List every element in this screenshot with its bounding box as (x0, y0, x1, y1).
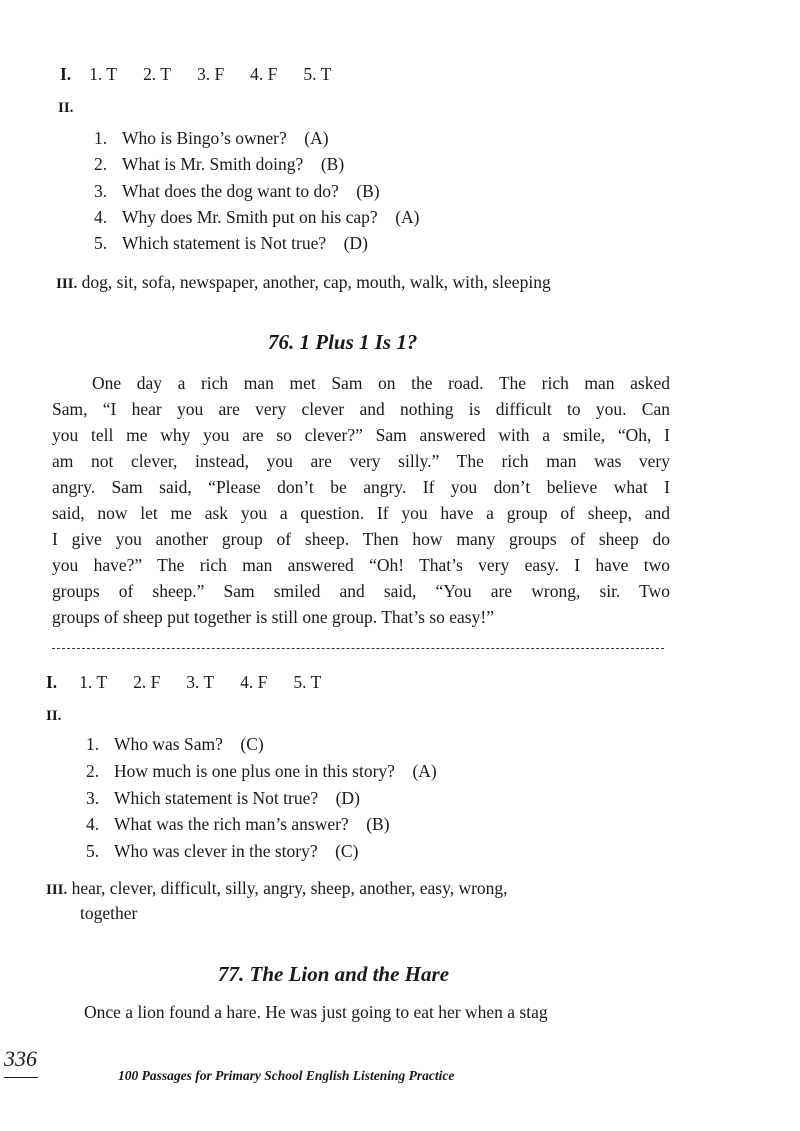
s76-p1-answer: 1. T (79, 672, 108, 692)
s75-question: 3. What does the dog want to do? (B) (94, 181, 380, 201)
s76-question: 3. Which statement is Not true? (D) (86, 788, 360, 808)
s77-first-line: Once a lion found a hare. He was just going to eat her when a stag (84, 1002, 548, 1022)
s76-part1-label: I. (46, 672, 58, 692)
s76-p1-answer: 3. T (186, 672, 215, 692)
s76-part3-cont: together (80, 903, 138, 923)
book-title: 100 Passages for Primary School English Listening Practice (118, 1068, 455, 1083)
paragraph-line: am not clever, instead, you are very silly.” The rich man was very (52, 451, 670, 471)
s76-question: 1. Who was Sam? (C) (86, 734, 264, 754)
dashed-divider (52, 648, 664, 649)
s75-p1-answer: 4. F (250, 64, 278, 84)
s75-question: 2. What is Mr. Smith doing? (B) (94, 154, 345, 174)
paragraph-line: groups of sheep put together is still one group. That’s so easy!” (52, 607, 494, 627)
s75-question: 4. Why does Mr. Smith put on his cap? (A) (94, 207, 420, 227)
s75-p1-answer: 2. T (143, 64, 171, 84)
paragraph-line: I give you another group of sheep. Then how many groups of sheep do (52, 529, 670, 549)
s76-question: 4. What was the rich man’s answer? (B) (86, 814, 390, 834)
s76-part2-label: II. (46, 708, 62, 724)
s76-part3: III. hear, clever, difficult, silly, angry, sheep, another, easy, wrong, (46, 878, 508, 898)
paragraph-line: groups of sheep.” Sam smiled and said, “You are wrong, sir. Two (52, 581, 670, 601)
paragraph-line: you have?” The rich man answered “Oh! That’s very easy. I have two (52, 555, 670, 575)
paragraph-line: One day a rich man met Sam on the road. The rich man asked (92, 373, 670, 393)
s76-p1-answer: 5. T (293, 672, 322, 692)
s75-part3: III. dog, sit, sofa, newspaper, another, cap, mouth, walk, with, sleeping (56, 272, 551, 292)
s76-paragraph (52, 370, 670, 630)
s75-question: 1. Who is Bingo’s owner? (A) (94, 128, 329, 148)
paragraph-line: said, now let me ask you a question. If you have a group of sheep, and (52, 503, 670, 523)
s75-part1-label: I. (60, 64, 72, 84)
s77-title: 77. The Lion and the Hare (218, 962, 450, 986)
s76-question: 5. Who was clever in the story? (C) (86, 841, 359, 861)
s76-title: 76. 1 Plus 1 Is 1? (268, 330, 418, 354)
s75-part2-label: II. (58, 100, 74, 116)
s75-question: 5. Which statement is Not true? (D) (94, 233, 368, 253)
paragraph-line: Sam, “I hear you are very clever and nothing is difficult to you. Can (52, 399, 670, 419)
page-number: 336 (4, 1046, 37, 1071)
s75-part1 (60, 64, 353, 85)
paragraph-line: angry. Sam said, “Please don’t be angry. If you don’t believe what I (52, 477, 670, 497)
paragraph-line: you tell me why you are so clever?” Sam answered with a smile, “Oh, I (52, 425, 670, 445)
s76-p1-answer: 4. F (240, 672, 268, 692)
s75-p1-answer: 5. T (303, 64, 332, 84)
s75-p1-answer: 3. F (196, 64, 225, 84)
s76-question: 2. How much is one plus one in this story? (A) (86, 761, 437, 781)
s75-p1-answer: 1. T (89, 64, 118, 84)
s76-p1-answer: 2. F (133, 672, 161, 692)
s76-part1 (46, 672, 343, 693)
page-number-underline (4, 1077, 38, 1078)
